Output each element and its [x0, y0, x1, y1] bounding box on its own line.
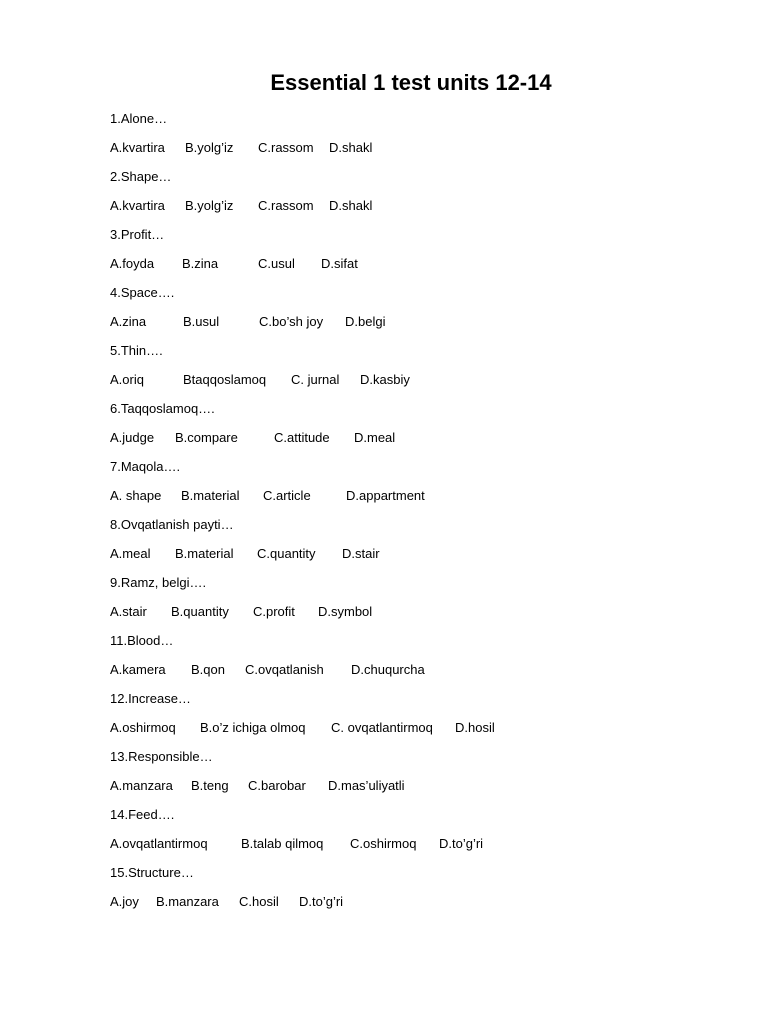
question-text: 5.Thin…. — [110, 343, 163, 358]
question-item — [110, 227, 710, 285]
question-list — [110, 111, 710, 923]
answer-option: D.stair — [342, 546, 380, 561]
question-item — [110, 169, 710, 227]
question-text: 2.Shape… — [110, 169, 172, 184]
answer-option: C.bo’sh joy — [259, 314, 324, 329]
answer-option: A.zina — [110, 314, 147, 329]
answer-option: B.zina — [182, 256, 219, 271]
answer-option: D.belgi — [345, 314, 386, 329]
question-item — [110, 459, 710, 517]
answer-option: A. shape — [110, 488, 162, 503]
answer-option: D.kasbiy — [360, 372, 410, 387]
answer-option: B.manzara — [156, 894, 219, 909]
answer-option: C.ovqatlanish — [245, 662, 324, 677]
answer-option: A.oshirmoq — [110, 720, 176, 735]
question-item — [110, 807, 710, 865]
answer-option: D.shakl — [329, 198, 373, 213]
answer-option: A.meal — [110, 546, 151, 561]
answer-option: D.meal — [354, 430, 396, 445]
answer-option: A.kvartira — [110, 140, 165, 155]
question-item — [110, 865, 710, 923]
answer-option: C.profit — [253, 604, 295, 619]
answer-option: D.appartment — [346, 488, 425, 503]
answer-option: A.manzara — [110, 778, 173, 793]
answer-option: B.quantity — [171, 604, 229, 619]
answer-option: A.ovqatlantirmoq — [110, 836, 208, 851]
answer-option: D.shakl — [329, 140, 373, 155]
answer-option: C.hosil — [239, 894, 279, 909]
question-item — [110, 285, 710, 343]
answer-option: A.stair — [110, 604, 147, 619]
question-text: 1.Alone… — [110, 111, 168, 126]
question-item — [110, 111, 710, 169]
answer-option: D.chuqurcha — [351, 662, 425, 677]
answer-option: C. ovqatlantirmoq — [331, 720, 433, 735]
answer-option: B.qon — [191, 662, 225, 677]
answer-option: C.attitude — [274, 430, 330, 445]
answer-option: B.teng — [191, 778, 229, 793]
question-text: 11.Blood… — [110, 633, 174, 648]
question-text: 4.Space…. — [110, 285, 175, 300]
question-text: 12.Increase… — [110, 691, 191, 706]
question-text: 8.Ovqatlanish payti… — [110, 517, 234, 532]
answer-option: C.article — [263, 488, 311, 503]
answer-option: Btaqqoslamoq — [183, 372, 267, 387]
question-text: 3.Profit… — [110, 227, 165, 242]
answer-option: A.joy — [110, 894, 139, 909]
question-text: 15.Structure… — [110, 865, 194, 880]
question-item — [110, 401, 710, 459]
question-text: 14.Feed…. — [110, 807, 175, 822]
answer-option: B.usul — [183, 314, 220, 329]
question-text: 13.Responsible… — [110, 749, 213, 764]
answer-option: C. jurnal — [291, 372, 340, 387]
answer-option: A.judge — [110, 430, 155, 445]
question-text: 7.Maqola…. — [110, 459, 181, 474]
answer-option: C.rassom — [258, 140, 314, 155]
question-item — [110, 633, 710, 691]
answer-option: B.o’z ichiga olmoq — [200, 720, 306, 735]
answer-option: D.hosil — [455, 720, 495, 735]
answer-option: C.usul — [258, 256, 295, 271]
question-item — [110, 749, 710, 807]
answer-option: A.foyda — [110, 256, 155, 271]
question-text: 9.Ramz, belgi…. — [110, 575, 207, 590]
answer-option: C.quantity — [257, 546, 316, 561]
answer-option: D.mas’uliyatli — [328, 778, 405, 793]
answer-option: A.kamera — [110, 662, 166, 677]
answer-option: B.material — [175, 546, 234, 561]
answer-option: B.material — [181, 488, 240, 503]
answer-option: D.symbol — [318, 604, 373, 619]
answer-option: D.to’g’ri — [299, 894, 344, 909]
answer-option: B.yolg’iz — [185, 140, 234, 155]
page-title: Essential 1 test units 12-14 — [270, 70, 552, 95]
answer-option: D.to’g’ri — [439, 836, 484, 851]
answer-option: A.oriq — [110, 372, 144, 387]
question-item — [110, 575, 710, 633]
answer-option: C.oshirmoq — [350, 836, 417, 851]
answer-option: B.compare — [175, 430, 238, 445]
question-item — [110, 691, 710, 749]
answer-option: A.kvartira — [110, 198, 165, 213]
answer-option: C.barobar — [248, 778, 306, 793]
answer-option: B.talab qilmoq — [241, 836, 324, 851]
answer-option: D.sifat — [321, 256, 358, 271]
question-text: 6.Taqqoslamoq…. — [110, 401, 215, 416]
question-item — [110, 517, 710, 575]
question-item — [110, 343, 710, 401]
answer-option: B.yolg’iz — [185, 198, 234, 213]
answer-option: C.rassom — [258, 198, 314, 213]
